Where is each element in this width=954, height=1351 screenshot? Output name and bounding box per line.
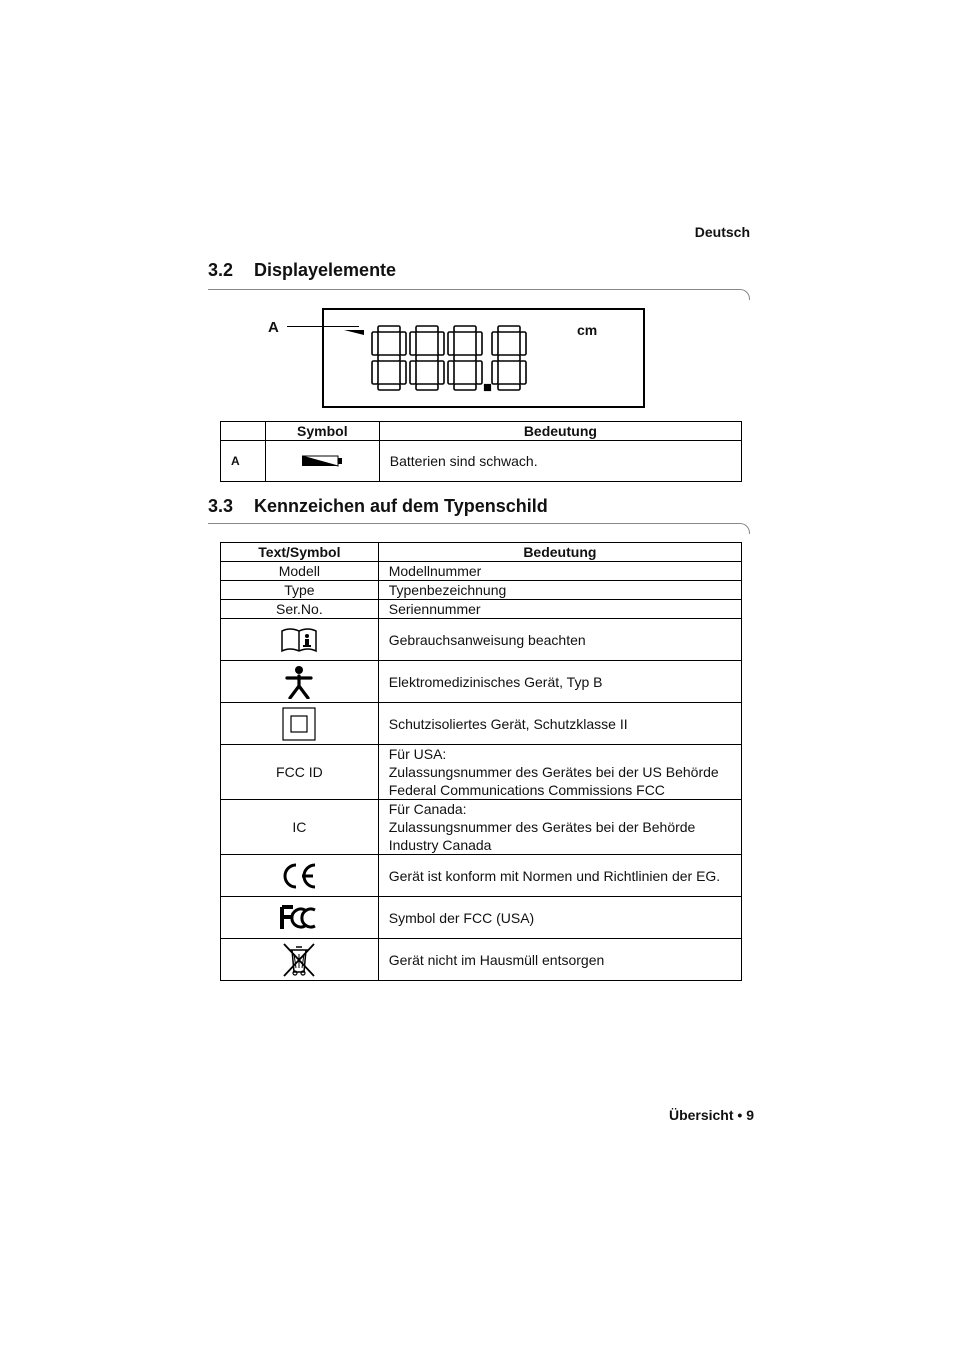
meaning-line: Industry Canada — [388, 837, 492, 853]
battery-low-icon — [300, 454, 344, 468]
section-divider — [208, 523, 750, 534]
table-row — [221, 619, 742, 661]
lcd-segment — [410, 361, 416, 384]
lcd-segment — [372, 361, 378, 384]
row-symbol: Type — [221, 581, 379, 600]
row-symbol — [221, 619, 379, 661]
table-row — [221, 562, 742, 581]
lcd-segment — [378, 355, 400, 361]
table-header-row — [221, 422, 742, 441]
table-row — [221, 600, 742, 619]
row-symbol — [265, 441, 379, 482]
table-header-row — [221, 543, 742, 562]
table-row — [221, 939, 742, 981]
meaning-line: Federal Communications Commissions FCC — [388, 782, 665, 798]
row-key: A — [221, 441, 266, 482]
lcd-segment — [454, 355, 476, 361]
lcd-decimal-point — [485, 385, 490, 390]
page-footer: Übersicht • 9 — [668, 1107, 754, 1123]
section-title: Displayelemente — [254, 260, 397, 280]
table-header: Bedeutung — [378, 543, 741, 562]
table-header: Bedeutung — [379, 422, 741, 441]
lcd-segment — [400, 361, 406, 384]
lcd-segment — [492, 332, 498, 355]
language-label: Deutsch — [694, 224, 750, 240]
row-meaning: Gebrauchsanweisung beachten — [378, 619, 741, 661]
lcd-unit: cm — [577, 322, 598, 338]
lcd-segment — [498, 355, 520, 361]
meaning-line: Für USA: — [388, 746, 447, 762]
row-meaning: Typenbezeichnung — [378, 581, 741, 600]
row-symbol — [221, 897, 379, 939]
lcd-segment — [454, 384, 476, 390]
meaning-line: Zulassungsnummer des Gerätes bei der Behörde — [388, 819, 696, 835]
display-symbol-table — [220, 421, 742, 482]
row-meaning: Gerät nicht im Hausmüll entsorgen — [378, 939, 741, 981]
row-meaning: Seriennummer — [378, 600, 741, 619]
lcd-segment — [416, 326, 438, 332]
table-row — [221, 745, 742, 800]
section-number: 3.3 — [208, 496, 234, 516]
table-header: Symbol — [265, 422, 379, 441]
row-meaning: Schutzisoliertes Gerät, Schutzklasse II — [378, 703, 741, 745]
table-row — [221, 441, 742, 482]
row-meaning: Modellnummer — [378, 562, 741, 581]
row-meaning: Elektromedizinisches Gerät, Typ B — [378, 661, 741, 703]
ce-mark-icon — [279, 861, 319, 891]
class-ii-double-insulation-icon — [282, 707, 316, 741]
row-symbol: Modell — [221, 562, 379, 581]
lcd-segment — [520, 361, 526, 384]
section-title: Kennzeichen auf dem Typenschild — [254, 496, 548, 516]
row-symbol — [221, 661, 379, 703]
table-row — [221, 897, 742, 939]
meaning-line: Für Canada: — [388, 801, 467, 817]
table-row — [221, 855, 742, 897]
battery-low-indicator — [344, 330, 364, 335]
section-heading-3-2 — [208, 260, 396, 281]
lcd-segment — [416, 355, 438, 361]
lcd-segment — [416, 384, 438, 390]
lcd-segment — [378, 384, 400, 390]
table-header — [221, 422, 266, 441]
row-meaning: Symbol der FCC (USA) — [378, 897, 741, 939]
lcd-segment — [372, 332, 378, 355]
section-number: 3.2 — [208, 260, 234, 280]
table-row — [221, 800, 742, 855]
fcc-logo-icon — [279, 904, 319, 932]
section-divider — [208, 289, 750, 300]
table-row — [221, 581, 742, 600]
display-callout-label: A — [268, 319, 279, 336]
lcd-segment — [520, 332, 526, 355]
table-row — [221, 703, 742, 745]
lcd-segment — [498, 384, 520, 390]
weee-crossed-bin-icon — [281, 942, 317, 978]
table-header: Text/Symbol — [221, 543, 379, 562]
row-meaning: Gerät ist konform mit Normen und Richtlinien der EG. — [378, 855, 741, 897]
lcd-segment — [410, 332, 416, 355]
row-symbol — [221, 855, 379, 897]
row-symbol: IC — [221, 800, 379, 855]
row-symbol: Ser.No. — [221, 600, 379, 619]
row-symbol: FCC ID — [221, 745, 379, 800]
type-plate-table — [220, 542, 742, 981]
type-b-applied-part-icon — [284, 665, 314, 699]
instruction-manual-icon — [280, 627, 318, 653]
lcd-segment — [448, 361, 454, 384]
lcd-segment — [476, 361, 482, 384]
lcd-segment — [492, 361, 498, 384]
table-row — [221, 661, 742, 703]
lcd-segment — [476, 332, 482, 355]
lcd-segment — [498, 326, 520, 332]
lcd-segment — [454, 326, 476, 332]
meaning-line: Zulassungsnummer des Gerätes bei der US Behörde — [388, 764, 719, 780]
section-heading-3-3 — [208, 496, 548, 517]
row-symbol — [221, 939, 379, 981]
lcd-segment — [378, 326, 400, 332]
row-meaning — [378, 745, 741, 800]
row-symbol — [221, 703, 379, 745]
lcd-segment — [438, 361, 444, 384]
lcd-segment — [438, 332, 444, 355]
row-meaning: Batterien sind schwach. — [379, 441, 741, 482]
lcd-segment — [448, 332, 454, 355]
row-meaning — [378, 800, 741, 855]
lcd-segment — [400, 332, 406, 355]
